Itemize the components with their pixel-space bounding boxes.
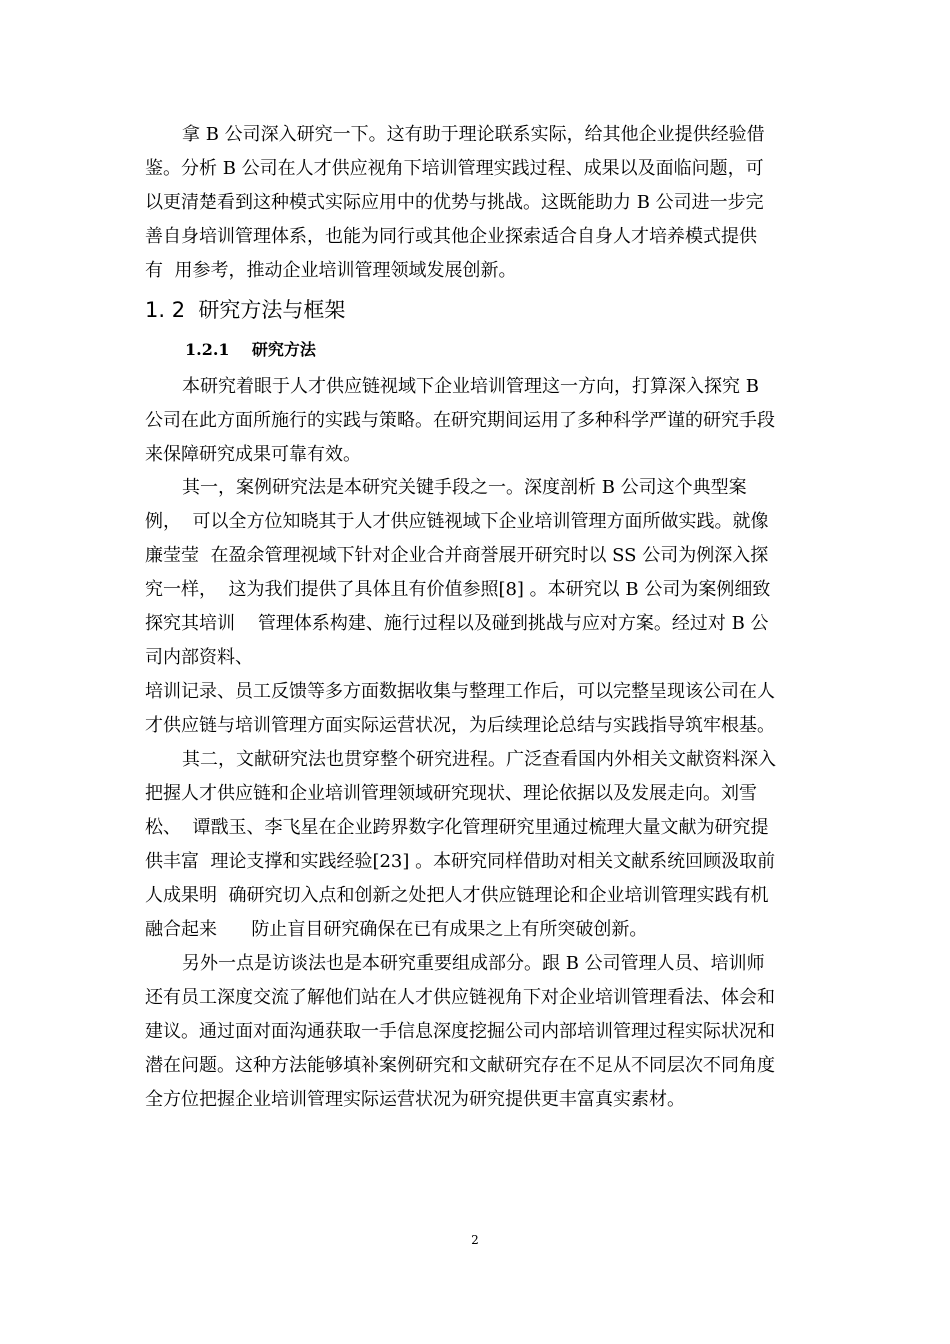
body-line: 以更清楚看到这种模式实际应用中的优势与挑战。这既能助力 B 公司进一步完 — [145, 192, 764, 213]
body-line: 另外一点是访谈法也是本研究重要组成部分。跟 B 公司管理人员、培训师 — [182, 953, 765, 974]
body-line: 松、 谭戬玉、李飞星在企业跨界数字化管理研究里通过梳理大量文献为研究提 — [145, 817, 769, 838]
body-line: 公司在此方面所施行的实践与策略。在研究期间运用了多种科学严谨的研究手段 — [145, 410, 775, 431]
body-line: 司内部资料、 — [145, 647, 253, 668]
body-line: 全方位把握企业培训管理实际运营状况为研究提供更丰富真实素材。 — [145, 1089, 685, 1110]
body-line: 廉莹莹 在盈余管理视域下针对企业合并商誉展开研究时以 SS 公司为例深入探 — [145, 545, 769, 566]
body-line: 其二，文献研究法也贯穿整个研究进程。广泛查看国内外相关文献资料深入 — [182, 749, 776, 770]
body-line: 培训记录、员工反馈等多方面数据收集与整理工作后，可以完整呈现该公司在人 — [145, 681, 775, 702]
body-line: 善自身培训管理体系，也能为同行或其他企业探索适合自身人才培养模式提供 — [145, 226, 757, 247]
body-line: 例， 可以全方位知晓其于人才供应链视域下企业培训管理方面所做实践。就像 — [145, 511, 769, 532]
body-line: 探究其培训 管理体系构建、施行过程以及碰到挑战与应对方案。经过对 B 公 — [145, 613, 769, 634]
body-line: 其一，案例研究法是本研究关键手段之一。深度剖析 B 公司这个典型案 — [182, 477, 747, 498]
body-line: 把握人才供应链和企业培训管理领域研究现状、理论依据以及发展走向。刘雪 — [145, 783, 757, 804]
body-line: 才供应链与培训管理方面实际运营状况，为后续理论总结与实践指导筑牢根基。 — [145, 715, 775, 736]
body-line: 究一样， 这为我们提供了具体且有价值参照[8] 。本研究以 B 公司为案例细致 — [145, 579, 771, 600]
body-line: 来保障研究成果可靠有效。 — [145, 444, 361, 465]
body-line: 拿 B 公司深入研究一下。这有助于理论联系实际，给其他企业提供经验借 — [182, 124, 765, 145]
body-line: 融合起来 防止盲目研究确保在已有成果之上有所突破创新。 — [145, 919, 648, 940]
body-line: 人成果明 确研究切入点和创新之处把人才供应链理论和企业培训管理实践有机 — [145, 885, 769, 906]
body-line: 本研究着眼于人才供应链视域下企业培训管理这一方向，打算深入探究 B — [182, 376, 759, 397]
body-line: 建议。通过面对面沟通获取一手信息深度挖掘公司内部培训管理过程实际状况和 — [145, 1021, 775, 1042]
body-line: 潜在问题。这种方法能够填补案例研究和文献研究存在不足从不同层次不同角度 — [145, 1055, 775, 1076]
subsection-heading: 1.2.1 研究方法 — [185, 340, 316, 359]
body-line: 鉴。分析 B 公司在人才供应视角下培训管理实践过程、成果以及面临问题，可 — [145, 158, 764, 179]
body-line: 还有员工深度交流了解他们站在人才供应链视角下对企业培训管理看法、体会和 — [145, 987, 775, 1008]
section-heading: 1. 2 研究方法与框架 — [145, 298, 346, 322]
body-line: 供丰富 理论支撑和实践经验[23] 。本研究同样借助对相关文献系统回顾汲取前 — [145, 851, 776, 872]
page-number: 2 — [471, 1233, 479, 1247]
body-line: 有 用参考，推动企业培训管理领域发展创新。 — [145, 260, 517, 281]
